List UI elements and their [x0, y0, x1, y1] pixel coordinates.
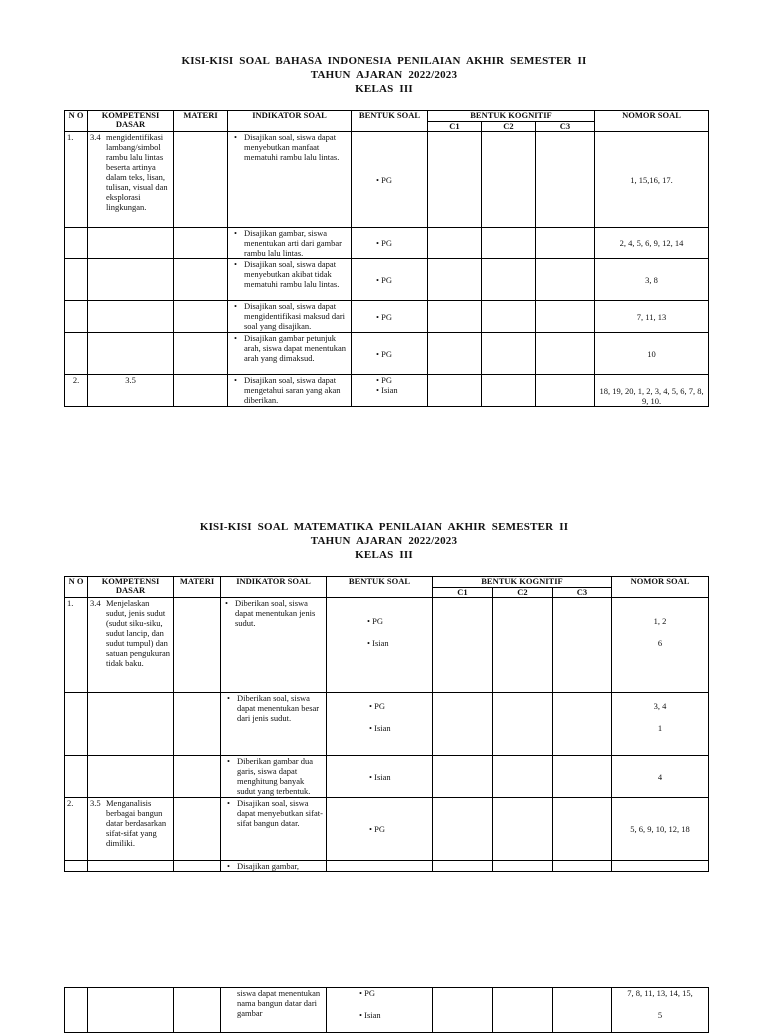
indikator-text: Disajikan soal, siswa dapat menyebutkan akibat tidak mematuhi rambu lalu lintas.: [244, 259, 340, 289]
bentuk-value: Isian: [374, 771, 391, 782]
nomor-cell: 18, 19, 20, 1, 2, 3, 4, 5, 6, 7, 8, 9, 10.: [595, 375, 709, 407]
kompetensi-cell: [88, 301, 174, 333]
indikator-cell: [221, 988, 327, 1033]
kd-text: Menganalisis berbagai bangun datar berdasarkan sifat-sifat yang dimiliki.: [106, 798, 167, 848]
bentuk-value: PG: [381, 174, 392, 185]
c3-cell: [536, 132, 595, 228]
bullet-icon: •: [367, 638, 373, 648]
bullet-icon: •: [376, 238, 382, 248]
bentuk-value: Isian: [381, 385, 398, 395]
section2-title-line1: KISI-KISI SOAL MATEMATIKA PENILAIAN AKHIR SEMESTER II: [199, 521, 569, 533]
bentuk-value: Isian: [364, 1010, 381, 1020]
row-number: 2.: [65, 375, 88, 407]
indikator-cell: [228, 259, 352, 301]
header-no: N O: [65, 577, 88, 598]
bentuk-cell: [352, 259, 428, 301]
c1-cell: [428, 132, 482, 228]
materi-cell: [174, 861, 221, 872]
indikator-cell: [228, 228, 352, 259]
bentuk-cell: [327, 861, 433, 872]
kompetensi-cell: [88, 333, 174, 375]
c2-cell: [482, 301, 536, 333]
kompetensi-cell: [88, 756, 174, 798]
kd-code: 3.4: [90, 598, 101, 608]
indikator-text: Disajikan soal, siswa dapat menyebutkan sifat-sifat bangun datar.: [237, 798, 323, 828]
bentuk-value: PG: [372, 616, 383, 626]
bentuk-cell: [352, 132, 428, 228]
c3-cell: [536, 259, 595, 301]
c3-cell: [553, 861, 612, 872]
bentuk-value: Isian: [372, 638, 389, 648]
bullet-icon: •: [234, 333, 237, 343]
c3-cell: [553, 598, 612, 693]
bentuk-value: PG: [381, 375, 392, 385]
table-row: [65, 756, 709, 798]
c2-cell: [482, 132, 536, 228]
c3-cell: [536, 375, 595, 407]
row-number: [65, 756, 88, 798]
c2-cell: [493, 598, 553, 693]
nomor-cell: 5, 6, 9, 10, 12, 18: [612, 798, 709, 861]
materi-cell: [174, 988, 221, 1033]
table-row: [65, 228, 709, 259]
indikator-cell: [221, 798, 327, 861]
table-row: [65, 333, 709, 375]
header-bentuk-soal: BENTUK SOAL: [352, 111, 428, 132]
nomor-cell: [612, 988, 709, 1033]
kd-text: Menjelaskan sudut, jenis sudut (sudut siku-siku, sudut lancip, dan sudut tumpul) dan satuan pengukuran tidak baku.: [106, 598, 170, 668]
kompetensi-cell: [88, 861, 174, 872]
table-row: [65, 259, 709, 301]
kompetensi-cell: [88, 988, 174, 1033]
header-bentuk-kognitif: BENTUK KOGNITIF: [428, 111, 595, 122]
bullet-icon: •: [369, 771, 375, 782]
bentuk-value: PG: [381, 348, 392, 359]
table-row: [65, 988, 709, 1033]
nomor-cell: [612, 861, 709, 872]
bentuk-value: PG: [381, 311, 392, 322]
materi-cell: [174, 693, 221, 756]
materi-cell: [174, 333, 228, 375]
header-c2: C2: [482, 122, 536, 132]
c3-cell: [553, 756, 612, 798]
section2-table: [64, 576, 709, 872]
c2-cell: [493, 756, 553, 798]
row-number: 2.: [65, 798, 88, 861]
materi-cell: [174, 301, 228, 333]
nomor-cell: 3, 8: [595, 259, 709, 301]
nomor-value: 5: [657, 1010, 663, 1020]
indikator-cell: [221, 756, 327, 798]
bentuk-cell: [352, 301, 428, 333]
materi-cell: [174, 132, 228, 228]
c1-cell: [433, 798, 493, 861]
materi-cell: [174, 259, 228, 301]
header-nomor: NOMOR SOAL: [612, 577, 709, 598]
kd-code: 3.5: [90, 798, 101, 808]
indikator-text: Diberikan gambar dua garis, siswa dapat menghitung banyak sudut yang terbentuk.: [237, 756, 313, 796]
nomor-cell: 1, 15,16, 17.: [595, 132, 709, 228]
header-c1: C1: [433, 588, 493, 598]
header-kompetensi: KOMPETENSI DASAR: [88, 577, 174, 598]
section1-table: [64, 110, 709, 407]
bullet-icon: •: [227, 756, 230, 766]
kompetensi-cell: [88, 693, 174, 756]
bullet-icon: •: [225, 598, 228, 608]
kompetensi-cell: [88, 798, 174, 861]
bentuk-cell: [327, 756, 433, 798]
bentuk-value: PG: [374, 824, 385, 834]
kompetensi-cell: [88, 228, 174, 259]
header-c1: C1: [428, 122, 482, 132]
c2-cell: [493, 798, 553, 861]
bentuk-value: PG: [364, 988, 375, 998]
bentuk-cell: [352, 333, 428, 375]
nomor-value: 7, 8, 11, 13, 14, 15,: [627, 988, 693, 998]
c2-cell: [493, 988, 553, 1033]
bentuk-cell: [327, 693, 433, 756]
c2-cell: [482, 259, 536, 301]
header-materi: MATERI: [174, 577, 221, 598]
c2-cell: [493, 693, 553, 756]
kompetensi-cell: [88, 259, 174, 301]
indikator-text: Disajikan gambar petunjuk arah, siswa dapat menentukan arah yang dimaksud.: [244, 333, 346, 363]
bullet-icon: •: [369, 701, 375, 711]
section2-title-line3: KELAS III: [355, 549, 413, 561]
indikator-text: Disajikan gambar, siswa menentukan arti dari gambar rambu lalu lintas.: [244, 228, 342, 258]
nomor-cell: [612, 693, 709, 756]
bullet-icon: •: [234, 375, 237, 385]
header-nomor: NOMOR SOAL: [595, 111, 709, 132]
indikator-text: siswa dapat menentukan nama bangun datar dari gambar: [237, 988, 321, 1018]
indikator-text: Diberikan soal, siswa dapat menentukan jenis sudut.: [235, 598, 316, 628]
c1-cell: [433, 693, 493, 756]
c1-cell: [433, 598, 493, 693]
header-indikator: INDIKATOR SOAL: [221, 577, 327, 598]
bullet-icon: •: [376, 311, 382, 322]
header-bentuk-kognitif: BENTUK KOGNITIF: [433, 577, 612, 588]
c3-cell: [553, 988, 612, 1033]
row-number: 1.: [65, 598, 88, 693]
bentuk-cell: [327, 598, 433, 693]
c3-cell: [536, 301, 595, 333]
materi-cell: [174, 756, 221, 798]
c2-cell: [493, 861, 553, 872]
header-materi: MATERI: [174, 111, 228, 132]
bullet-icon: •: [369, 824, 375, 834]
nomor-value: 6: [657, 638, 663, 648]
table-row: [65, 375, 709, 407]
bullet-icon: •: [234, 132, 237, 142]
bentuk-cell: [352, 228, 428, 259]
table-row: [65, 861, 709, 872]
bentuk-cell: [327, 798, 433, 861]
header-indikator: INDIKATOR SOAL: [228, 111, 352, 132]
bullet-icon: •: [376, 274, 382, 285]
table-row: [65, 693, 709, 756]
bentuk-cell: [327, 988, 433, 1033]
materi-cell: [174, 228, 228, 259]
indikator-cell: [228, 301, 352, 333]
row-number: [65, 693, 88, 756]
indikator-cell: [228, 375, 352, 407]
kd-code: 3.5: [88, 375, 174, 407]
bullet-icon: •: [369, 723, 375, 733]
bentuk-cell: [352, 375, 428, 407]
materi-cell: [174, 598, 221, 693]
materi-cell: [174, 798, 221, 861]
indikator-text: Disajikan soal, siswa dapat menyebutkan manfaat mematuhi rambu lalu lintas.: [244, 132, 340, 162]
bullet-icon: •: [227, 693, 230, 703]
nomor-cell: 2, 4, 5, 6, 9, 12, 14: [595, 228, 709, 259]
c1-cell: [433, 861, 493, 872]
c1-cell: [433, 988, 493, 1033]
table-row: [65, 301, 709, 333]
header-c3: C3: [553, 588, 612, 598]
section2-title: [64, 520, 704, 562]
bullet-icon: •: [376, 348, 382, 359]
section2-title-line2: TAHUN AJARAN 2022/2023: [310, 535, 458, 547]
section1-title-line2: TAHUN AJARAN 2022/2023: [310, 69, 458, 81]
indikator-text: Diberikan soal, siswa dapat menentukan besar dari jenis sudut.: [237, 693, 320, 723]
c1-cell: [433, 756, 493, 798]
bullet-icon: •: [359, 988, 365, 998]
indikator-text: Disajikan gambar,: [237, 861, 299, 871]
nomor-cell: 7, 11, 13: [595, 301, 709, 333]
section1-title-line1: KISI-KISI SOAL BAHASA INDONESIA PENILAIAN AKHIR SEMESTER II: [181, 55, 587, 67]
c3-cell: [536, 228, 595, 259]
c1-cell: [428, 333, 482, 375]
indikator-text: Disajikan soal, siswa dapat mengidentifikasi maksud dari soal yang disajikan.: [244, 301, 346, 331]
bullet-icon: •: [227, 861, 230, 871]
bentuk-value: PG: [374, 701, 385, 711]
row-number: [65, 228, 88, 259]
bullet-icon: •: [234, 228, 237, 238]
row-number: [65, 861, 88, 872]
bentuk-value: Isian: [374, 723, 391, 733]
nomor-cell: 4: [612, 756, 709, 798]
nomor-value: 1, 2: [653, 616, 667, 626]
indikator-cell: [221, 598, 327, 693]
row-number: [65, 301, 88, 333]
header-kompetensi: KOMPETENSI DASAR: [88, 111, 174, 132]
bullet-icon: •: [376, 174, 382, 185]
row-number: [65, 259, 88, 301]
bullet-icon: •: [234, 259, 237, 269]
indikator-cell: [221, 693, 327, 756]
bentuk-value: PG: [381, 274, 392, 285]
c1-cell: [428, 228, 482, 259]
header-no: N O: [65, 111, 88, 132]
c1-cell: [428, 259, 482, 301]
kd-code: 3.4: [90, 132, 101, 142]
c2-cell: [482, 333, 536, 375]
header-bentuk-soal: BENTUK SOAL: [327, 577, 433, 598]
indikator-cell: [228, 132, 352, 228]
table-row: [65, 598, 709, 693]
c3-cell: [553, 693, 612, 756]
c3-cell: [536, 333, 595, 375]
bullet-icon: •: [234, 301, 237, 311]
section1-title: [64, 54, 704, 96]
kompetensi-cell: [88, 598, 174, 693]
indikator-cell: [221, 861, 327, 872]
section1-title-line3: KELAS III: [355, 83, 413, 95]
kd-text: mengidentifikasi lambang/simbol rambu lalu lintas beserta artinya dalam teks, lisan, tulisan, visual dan eksplorasi lingkungan.: [106, 132, 168, 212]
row-number: [65, 333, 88, 375]
nomor-cell: 10: [595, 333, 709, 375]
bullet-icon: •: [227, 798, 230, 808]
row-number: 1.: [65, 132, 88, 228]
c1-cell: [428, 301, 482, 333]
c1-cell: [428, 375, 482, 407]
bullet-icon: •: [359, 1010, 365, 1020]
indikator-text: Disajikan soal, siswa dapat mengetahui saran yang akan diberikan.: [244, 375, 341, 405]
bullet-icon: •: [376, 385, 382, 395]
section3-table: [64, 987, 709, 1033]
c3-cell: [553, 798, 612, 861]
table-row: [65, 132, 709, 228]
table-row: [65, 798, 709, 861]
bentuk-value: PG: [381, 238, 392, 248]
row-number: [65, 988, 88, 1033]
nomor-value: 1: [657, 723, 663, 733]
nomor-value: 3, 4: [653, 701, 667, 711]
bullet-icon: •: [367, 616, 373, 626]
header-c2: C2: [493, 588, 553, 598]
c2-cell: [482, 228, 536, 259]
materi-cell: [174, 375, 228, 407]
header-c3: C3: [536, 122, 595, 132]
bullet-icon: •: [376, 375, 382, 385]
nomor-cell: [612, 598, 709, 693]
kompetensi-cell: [88, 132, 174, 228]
indikator-cell: [228, 333, 352, 375]
c2-cell: [482, 375, 536, 407]
